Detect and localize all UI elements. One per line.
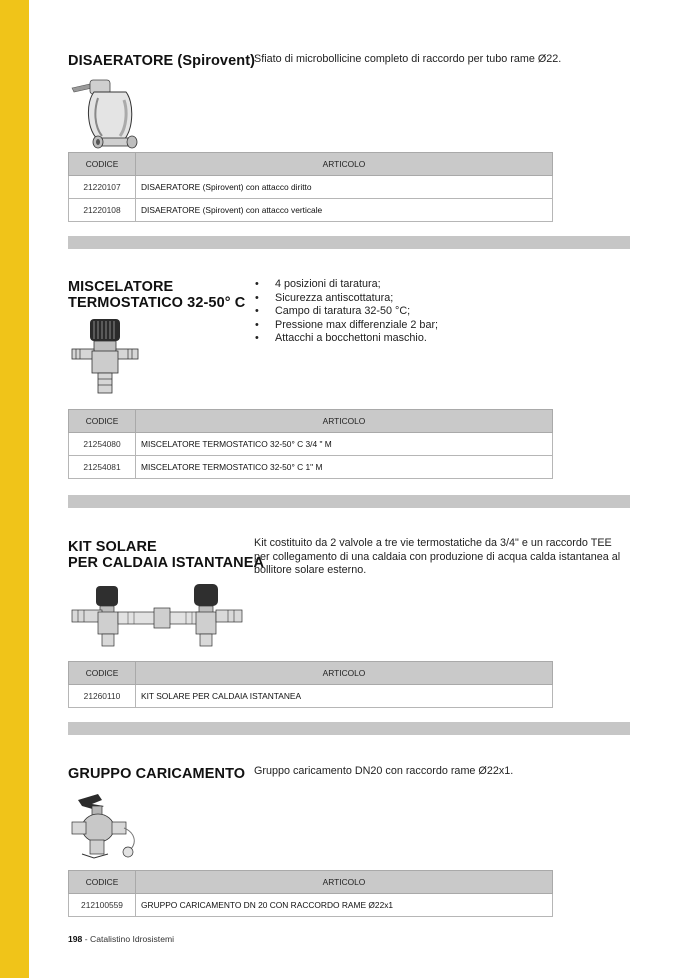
product-title: GRUPPO CARICAMENTO bbox=[68, 766, 246, 782]
filling-group-icon bbox=[68, 792, 144, 864]
yellow-side-band bbox=[0, 0, 29, 978]
page-number: 198 bbox=[68, 934, 83, 944]
product-article: MISCELATORE TERMOSTATICO 32-50° C 1" M bbox=[136, 456, 553, 479]
feature-item: • 4 posizioni di taratura; bbox=[254, 278, 630, 292]
column-header-codice: CODICE bbox=[69, 871, 136, 894]
column-header-articolo: ARTICOLO bbox=[136, 153, 553, 176]
thermostatic-mixer-icon bbox=[68, 317, 150, 397]
table-row bbox=[69, 199, 553, 222]
column-header-articolo: ARTICOLO bbox=[136, 871, 553, 894]
table-row bbox=[69, 685, 553, 708]
table-row bbox=[69, 456, 553, 479]
table-header-row bbox=[69, 871, 553, 894]
product-article: GRUPPO CARICAMENTO DN 20 CON RACCORDO RAME Ø22x1 bbox=[136, 894, 553, 917]
product-table bbox=[68, 152, 553, 222]
product-code: 21220107 bbox=[69, 176, 136, 199]
product-article: DISAERATORE (Spirovent) con attacco verticale bbox=[136, 199, 553, 222]
product-title: DISAERATORE (Spirovent) bbox=[68, 53, 256, 69]
product-table bbox=[68, 661, 553, 708]
product-title: KIT SOLARE PER CALDAIA ISTANTANEA bbox=[68, 539, 265, 571]
product-article: MISCELATORE TERMOSTATICO 32-50° C 3/4 " M bbox=[136, 433, 553, 456]
table-header-row bbox=[69, 662, 553, 685]
column-header-codice: CODICE bbox=[69, 153, 136, 176]
feature-item: • Pressione max differenziale 2 bar; bbox=[254, 319, 630, 333]
table-row bbox=[69, 176, 553, 199]
section-divider bbox=[68, 722, 630, 735]
product-description: Gruppo caricamento DN20 con raccordo rame Ø22x1. bbox=[254, 765, 514, 777]
product-article: DISAERATORE (Spirovent) con attacco diritto bbox=[136, 176, 553, 199]
product-title: MISCELATORE TERMOSTATICO 32-50° C bbox=[68, 279, 246, 311]
product-code: 21260110 bbox=[69, 685, 136, 708]
product-description: Sfiato di microbollicine completo di raccordo per tubo rame Ø22. bbox=[254, 53, 562, 65]
column-header-codice: CODICE bbox=[69, 662, 136, 685]
table-header-row bbox=[69, 410, 553, 433]
table-row bbox=[69, 894, 553, 917]
section-divider bbox=[68, 495, 630, 508]
column-header-articolo: ARTICOLO bbox=[136, 662, 553, 685]
product-table bbox=[68, 870, 553, 917]
column-header-articolo: ARTICOLO bbox=[136, 410, 553, 433]
product-code: 21254080 bbox=[69, 433, 136, 456]
product-table bbox=[68, 409, 553, 479]
product-code: 21220108 bbox=[69, 199, 136, 222]
section-divider bbox=[68, 236, 630, 249]
table-row bbox=[69, 433, 553, 456]
product-article: KIT SOLARE PER CALDAIA ISTANTANEA bbox=[136, 685, 553, 708]
column-header-codice: CODICE bbox=[69, 410, 136, 433]
feature-item: • Attacchi a bocchettoni maschio. bbox=[254, 332, 630, 346]
page-footer bbox=[68, 934, 174, 944]
footer-text: - Catalistino Idrosistemi bbox=[84, 934, 175, 944]
product-code: 21254081 bbox=[69, 456, 136, 479]
solar-kit-valves-icon bbox=[68, 580, 246, 650]
product-features-list bbox=[254, 278, 630, 346]
feature-item: • Sicurezza antiscottatura; bbox=[254, 292, 630, 306]
product-code: 212100559 bbox=[69, 894, 136, 917]
feature-item: • Campo di taratura 32-50 °C; bbox=[254, 305, 630, 319]
air-vent-icon bbox=[68, 70, 148, 152]
table-header-row bbox=[69, 153, 553, 176]
product-description: Kit costituito da 2 valvole a tre vie termostatiche da 3/4" e un raccordo TEE per collegamento di una caldaia con produzione di acqua calda istantanea al bollitore solare esterno. bbox=[254, 537, 621, 577]
